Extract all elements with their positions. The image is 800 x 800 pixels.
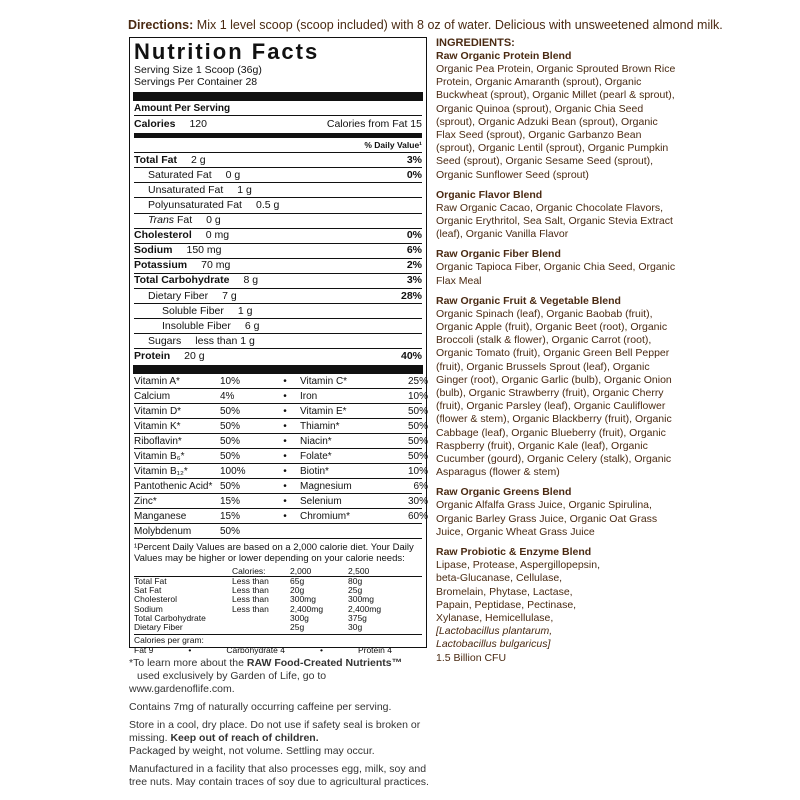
dv-cell: Total Fat — [134, 575, 167, 586]
calorie-item: Carbohydrate 4 — [226, 644, 285, 655]
vitamin-cell: 50% — [407, 435, 428, 447]
trans-fat-row: Trans Fat 0 g — [134, 214, 422, 229]
dv-cell: Sodium — [134, 603, 163, 614]
vitamin-cell: Folate* — [300, 450, 332, 462]
vitamin-cell: 50% — [407, 450, 428, 462]
vitamin-cell: 50% — [220, 420, 241, 432]
vitamin-row — [134, 494, 428, 509]
probiotic-line: Lipase, Protease, Aspergillopepsin, — [436, 559, 601, 572]
vitamin-cell — [300, 524, 382, 539]
vitamin-cell: 100% — [220, 465, 246, 477]
vitamin-row — [134, 509, 428, 524]
calories-value: 120 — [189, 118, 207, 131]
dv-cell: 300mg — [348, 594, 374, 605]
vitamin-cell: Vitamin E* — [300, 405, 347, 417]
vitamin-cell: 25% — [407, 375, 428, 387]
vitamin-cell: Riboflavin* — [134, 435, 182, 447]
blend-ingredients: Organic Tapioca Fiber, Organic Chia Seed, Organic Flax Meal — [436, 261, 676, 287]
probiotic-culture: Lactobacillus bulgaricus] — [436, 638, 551, 651]
directions-text: Mix 1 level scoop (scoop included) with 8 oz of water. Delicious with unsweetened almond milk. — [196, 18, 723, 32]
vitamin-cell: 50% — [220, 480, 241, 492]
vitamin-row — [134, 479, 428, 494]
dv-cell: 30g — [348, 622, 363, 633]
dv-table-row — [134, 623, 422, 632]
directions-label: Directions: — [128, 18, 194, 32]
unsaturated-fat-row: Unsaturated Fat 1 g — [134, 183, 422, 198]
nutrition-facts-title: Nutrition Facts — [134, 39, 320, 64]
daily-values-reference-table — [134, 567, 422, 633]
vitamin-cell: 50% — [407, 420, 428, 432]
serving-size: Serving Size 1 Scoop (36g) — [134, 64, 262, 76]
blend-name: Raw Organic Greens Blend — [436, 486, 572, 499]
dv-cell: 25g — [348, 585, 363, 596]
vitamin-row — [134, 374, 428, 389]
potassium-row: Potassium 70 mg 2% — [134, 259, 422, 274]
vitamin-cell: 10% — [220, 375, 241, 387]
vitamin-cell: 10% — [407, 390, 428, 402]
blend-ingredients: Organic Spinach (leaf), Organic Baobab (fruit), Organic Apple (fruit), Organic Beet (root), Organic Broccoli (stalk & flower), Organic Carrot (root), Organic Tomato (fruit), Organic Green Bell Pepper (fruit), Organic Brussels Sprout (leaf), Organic Ginger (root), Organic Garlic (bulb), Organic Onion (bulb), Organic Strawberry (fruit), Organic Cherry (fruit), Organic Parsley (leaf), Organic Cauliflower (flower & stem), Organic Blackberry (fruit), Organic Cabbage (leaf), Organic Blueberry (fruit), Organic Raspberry (fruit), Organic Kale (leaf), Organic Cucumber (gourd), Organic Celery (stalk), Organic Asparagus (flower & stem) — [436, 307, 672, 479]
vitamins-minerals-table — [134, 374, 428, 539]
vitamin-cell: Vitamin A* — [134, 375, 180, 387]
bullet-separator: • — [283, 495, 287, 507]
learn-more-note: *To learn more about the RAW Food-Created Nutrients™ used exclusively by Garden of Life, go to www.gardenoflife.com. — [129, 657, 403, 695]
probiotic-line: Xylanase, Hemicellulase, — [436, 611, 554, 624]
divider-thick-2 — [133, 365, 423, 374]
vitamin-cell: 15% — [220, 495, 241, 507]
vitamin-cell: 6% — [413, 480, 428, 492]
dv-cell: 2,400mg — [348, 603, 382, 614]
dv-table-row — [134, 577, 422, 586]
vitamin-cell: 50% — [407, 405, 428, 417]
blend-name: Organic Flavor Blend — [436, 188, 543, 201]
vitamin-row — [134, 449, 428, 464]
dv-cell: 300g — [290, 612, 309, 623]
dv-header-cell — [134, 567, 232, 576]
dv-cell: Dietary Fiber — [134, 622, 183, 633]
dv-cell: 20g — [290, 585, 305, 596]
blend-name: Raw Organic Fruit & Vegetable Blend — [436, 294, 621, 307]
nutrition-facts-panel — [129, 37, 428, 655]
bullet-separator: • — [283, 480, 287, 492]
dv-table-header — [134, 567, 422, 577]
dv-header-cell: 2,500 — [348, 565, 370, 576]
calories-from-fat: Calories from Fat 15 — [326, 118, 422, 131]
vitamin-cell: Selenium — [300, 495, 342, 507]
polyunsaturated-fat-row: Polyunsaturated Fat 0.5 g — [134, 198, 422, 213]
vitamin-cell: Chromium* — [300, 510, 351, 522]
probiotic-cfu: 1.5 Billion CFU — [436, 651, 507, 664]
vitamin-cell: Biotin* — [300, 465, 329, 477]
ingredients-title: INGREDIENTS: — [436, 37, 515, 49]
soluble-fiber-row: Soluble Fiber 1 g — [134, 304, 422, 319]
insoluble-fiber-row: Insoluble Fiber 6 g — [134, 319, 422, 334]
vitamin-cell: Iron — [300, 390, 318, 402]
calorie-item: Fat 9 — [134, 644, 154, 655]
bullet-separator: • — [283, 405, 287, 417]
servings-per-container: Servings Per Container 28 — [134, 76, 258, 88]
vitamin-cell: 10% — [407, 465, 428, 477]
vitamin-cell — [382, 524, 428, 539]
dv-cell: Less than — [232, 575, 269, 586]
vitamin-cell: 30% — [407, 495, 428, 507]
directions — [128, 18, 788, 32]
dv-cell: 2,400mg — [290, 603, 324, 614]
dv-cell: Cholesterol — [134, 594, 177, 605]
vitamin-cell: Manganese — [134, 510, 187, 522]
blend-name: Raw Organic Protein Blend — [436, 50, 572, 62]
dv-cell: Sat Fat — [134, 585, 162, 596]
vitamin-cell: 60% — [407, 510, 428, 522]
bullet-separator: • — [283, 450, 287, 462]
blend-name: Raw Probiotic & Enzyme Blend — [436, 546, 592, 559]
dv-header-cell: 2,000 — [290, 565, 312, 576]
vitamin-cell: Vitamin D* — [134, 405, 182, 417]
dv-cell: 65g — [290, 575, 305, 586]
bullet-separator: • — [188, 644, 192, 655]
dv-cell: 300mg — [290, 594, 316, 605]
dv-header-cell: Calories: — [232, 565, 266, 576]
probiotic-line: Papain, Peptidase, Pectinase, — [436, 598, 577, 611]
bullet-separator — [270, 524, 300, 539]
vitamin-row — [134, 464, 428, 479]
vitamin-row — [134, 434, 428, 449]
sodium-row: Sodium 150 mg 6% — [134, 244, 422, 259]
vitamin-cell: Vitamin B₁₂* — [134, 465, 188, 477]
cholesterol-row: Cholesterol 0 mg 0% — [134, 229, 422, 244]
bullet-separator: • — [283, 435, 287, 447]
vitamin-cell: 4% — [220, 390, 235, 402]
vitamin-cell: 50% — [220, 450, 241, 462]
vitamin-cell: 50% — [220, 525, 241, 537]
product-notes — [129, 657, 429, 794]
calories-row — [134, 116, 422, 134]
dv-cell — [232, 614, 290, 623]
bullet-separator: • — [283, 420, 287, 432]
total-carbohydrate-row: Total Carbohydrate 8 g 3% — [134, 274, 422, 289]
vitamin-cell: Vitamin C* — [300, 375, 348, 387]
bullet-separator: • — [283, 390, 287, 402]
vitamin-cell: Pantothenic Acid* — [134, 480, 213, 492]
dv-cell: 25g — [290, 622, 305, 633]
bullet-separator: • — [283, 465, 287, 477]
vitamin-cell: Zinc* — [134, 495, 157, 507]
bullet-separator: • — [319, 644, 323, 655]
probiotic-culture: [Lactobacillus plantarum, — [436, 625, 553, 638]
blend-ingredients: Raw Organic Cacao, Organic Chocolate Flavors, Organic Erythritol, Sea Salt, Organic Stevia Extract (leaf), Organic Vanilla Flavor — [436, 201, 673, 241]
sugars-row: Sugars less than 1 g — [134, 334, 422, 349]
calories-label: Calories — [134, 118, 176, 131]
calories-per-gram-label: Calories per gram: — [134, 634, 204, 645]
blend-ingredients: Organic Alfalfa Grass Juice, Organic Spirulina, Organic Barley Grass Juice, Organic Oat Grass Juice, Organic Wheat Grass Juice — [436, 499, 658, 538]
vitamin-cell: 50% — [220, 405, 241, 417]
dv-cell — [232, 623, 290, 632]
allergen-note: Manufactured in a facility that also processes egg, milk, soy and tree nuts. May contain traces of soy due to agricultural practices. — [129, 763, 429, 788]
saturated-fat-row: Saturated Fat 0 g 0% — [134, 168, 422, 183]
storage-note: Store in a cool, dry place. Do not use if safety seal is broken or missing. Keep out of reach of children. Packaged by weight, not volume. Settling may occur. — [129, 719, 421, 757]
vitamin-cell: Calcium — [134, 390, 171, 402]
vitamin-cell: Vitamin B₆* — [134, 450, 185, 462]
total-fat-row: Total Fat 2 g 3% — [134, 153, 422, 168]
ingredient-blends — [436, 50, 676, 539]
dv-cell: Total Carbohydrate — [134, 612, 206, 623]
vitamin-cell: Magnesium — [300, 480, 352, 492]
blend-name: Raw Organic Fiber Blend — [436, 248, 561, 261]
vitamin-row — [134, 524, 422, 539]
protein-row: Protein 20 g 40% — [134, 350, 422, 363]
dv-cell: 80g — [348, 575, 363, 586]
blend-ingredients: Organic Pea Protein, Organic Sprouted Brown Rice Protein, Organic Amaranth (sprout), Organic Buckwheat (sprout), Organic Millet (pearl & sprout), Organic Quinoa (sprout), Organic Chia Seed (sprout), Organic Adzuki Bean (sprout), Organic Flax Seed (sprout), Organic Garbanzo Bean (sprout), Organic Lentil (sprout), Organic Pumpkin Seed (sprout), Organic Sesame Seed (sprout), Organic Sunflower Seed (sprout) — [436, 63, 676, 181]
vitamin-cell: Niacin* — [300, 435, 332, 447]
amount-per-serving: Amount Per Serving — [134, 101, 422, 116]
vitamin-cell: Vitamin K* — [134, 420, 181, 432]
dv-cell: Less than — [232, 603, 269, 614]
dv-table-row — [134, 586, 422, 595]
bullet-separator: • — [283, 510, 287, 522]
caffeine-note: Contains 7mg of naturally occurring caffeine per serving. — [129, 701, 392, 713]
calorie-item: Protein 4 — [357, 644, 392, 655]
daily-values-footnote: ¹Percent Daily Values are based on a 2,000 calorie diet. Your Daily Values may be higher or lower depending on your calorie needs: — [134, 541, 414, 564]
dv-cell: Less than — [232, 594, 269, 605]
bullet-separator: • — [283, 375, 287, 387]
vitamin-cell: 15% — [220, 510, 241, 522]
dv-cell: Less than — [232, 585, 269, 596]
calories-per-gram-values — [134, 645, 422, 655]
vitamin-row — [134, 389, 428, 404]
dietary-fiber-row: Dietary Fiber 7 g 28% — [134, 289, 422, 304]
probiotic-blend-text — [436, 559, 676, 651]
dv-cell: 375g — [348, 612, 367, 623]
vitamin-row — [134, 404, 428, 419]
vitamin-cell: 50% — [220, 435, 241, 447]
daily-value-header: % Daily Value¹ — [134, 138, 422, 153]
probiotic-line: beta-Glucanase, Cellulase, — [436, 572, 563, 585]
vitamin-cell: Thiamin* — [300, 420, 340, 432]
ingredients-section — [436, 37, 676, 665]
vitamin-cell: Molybdenum — [134, 525, 192, 537]
probiotic-line: Bromelain, Phytase, Lactase, — [436, 585, 573, 598]
vitamin-row — [134, 419, 428, 434]
